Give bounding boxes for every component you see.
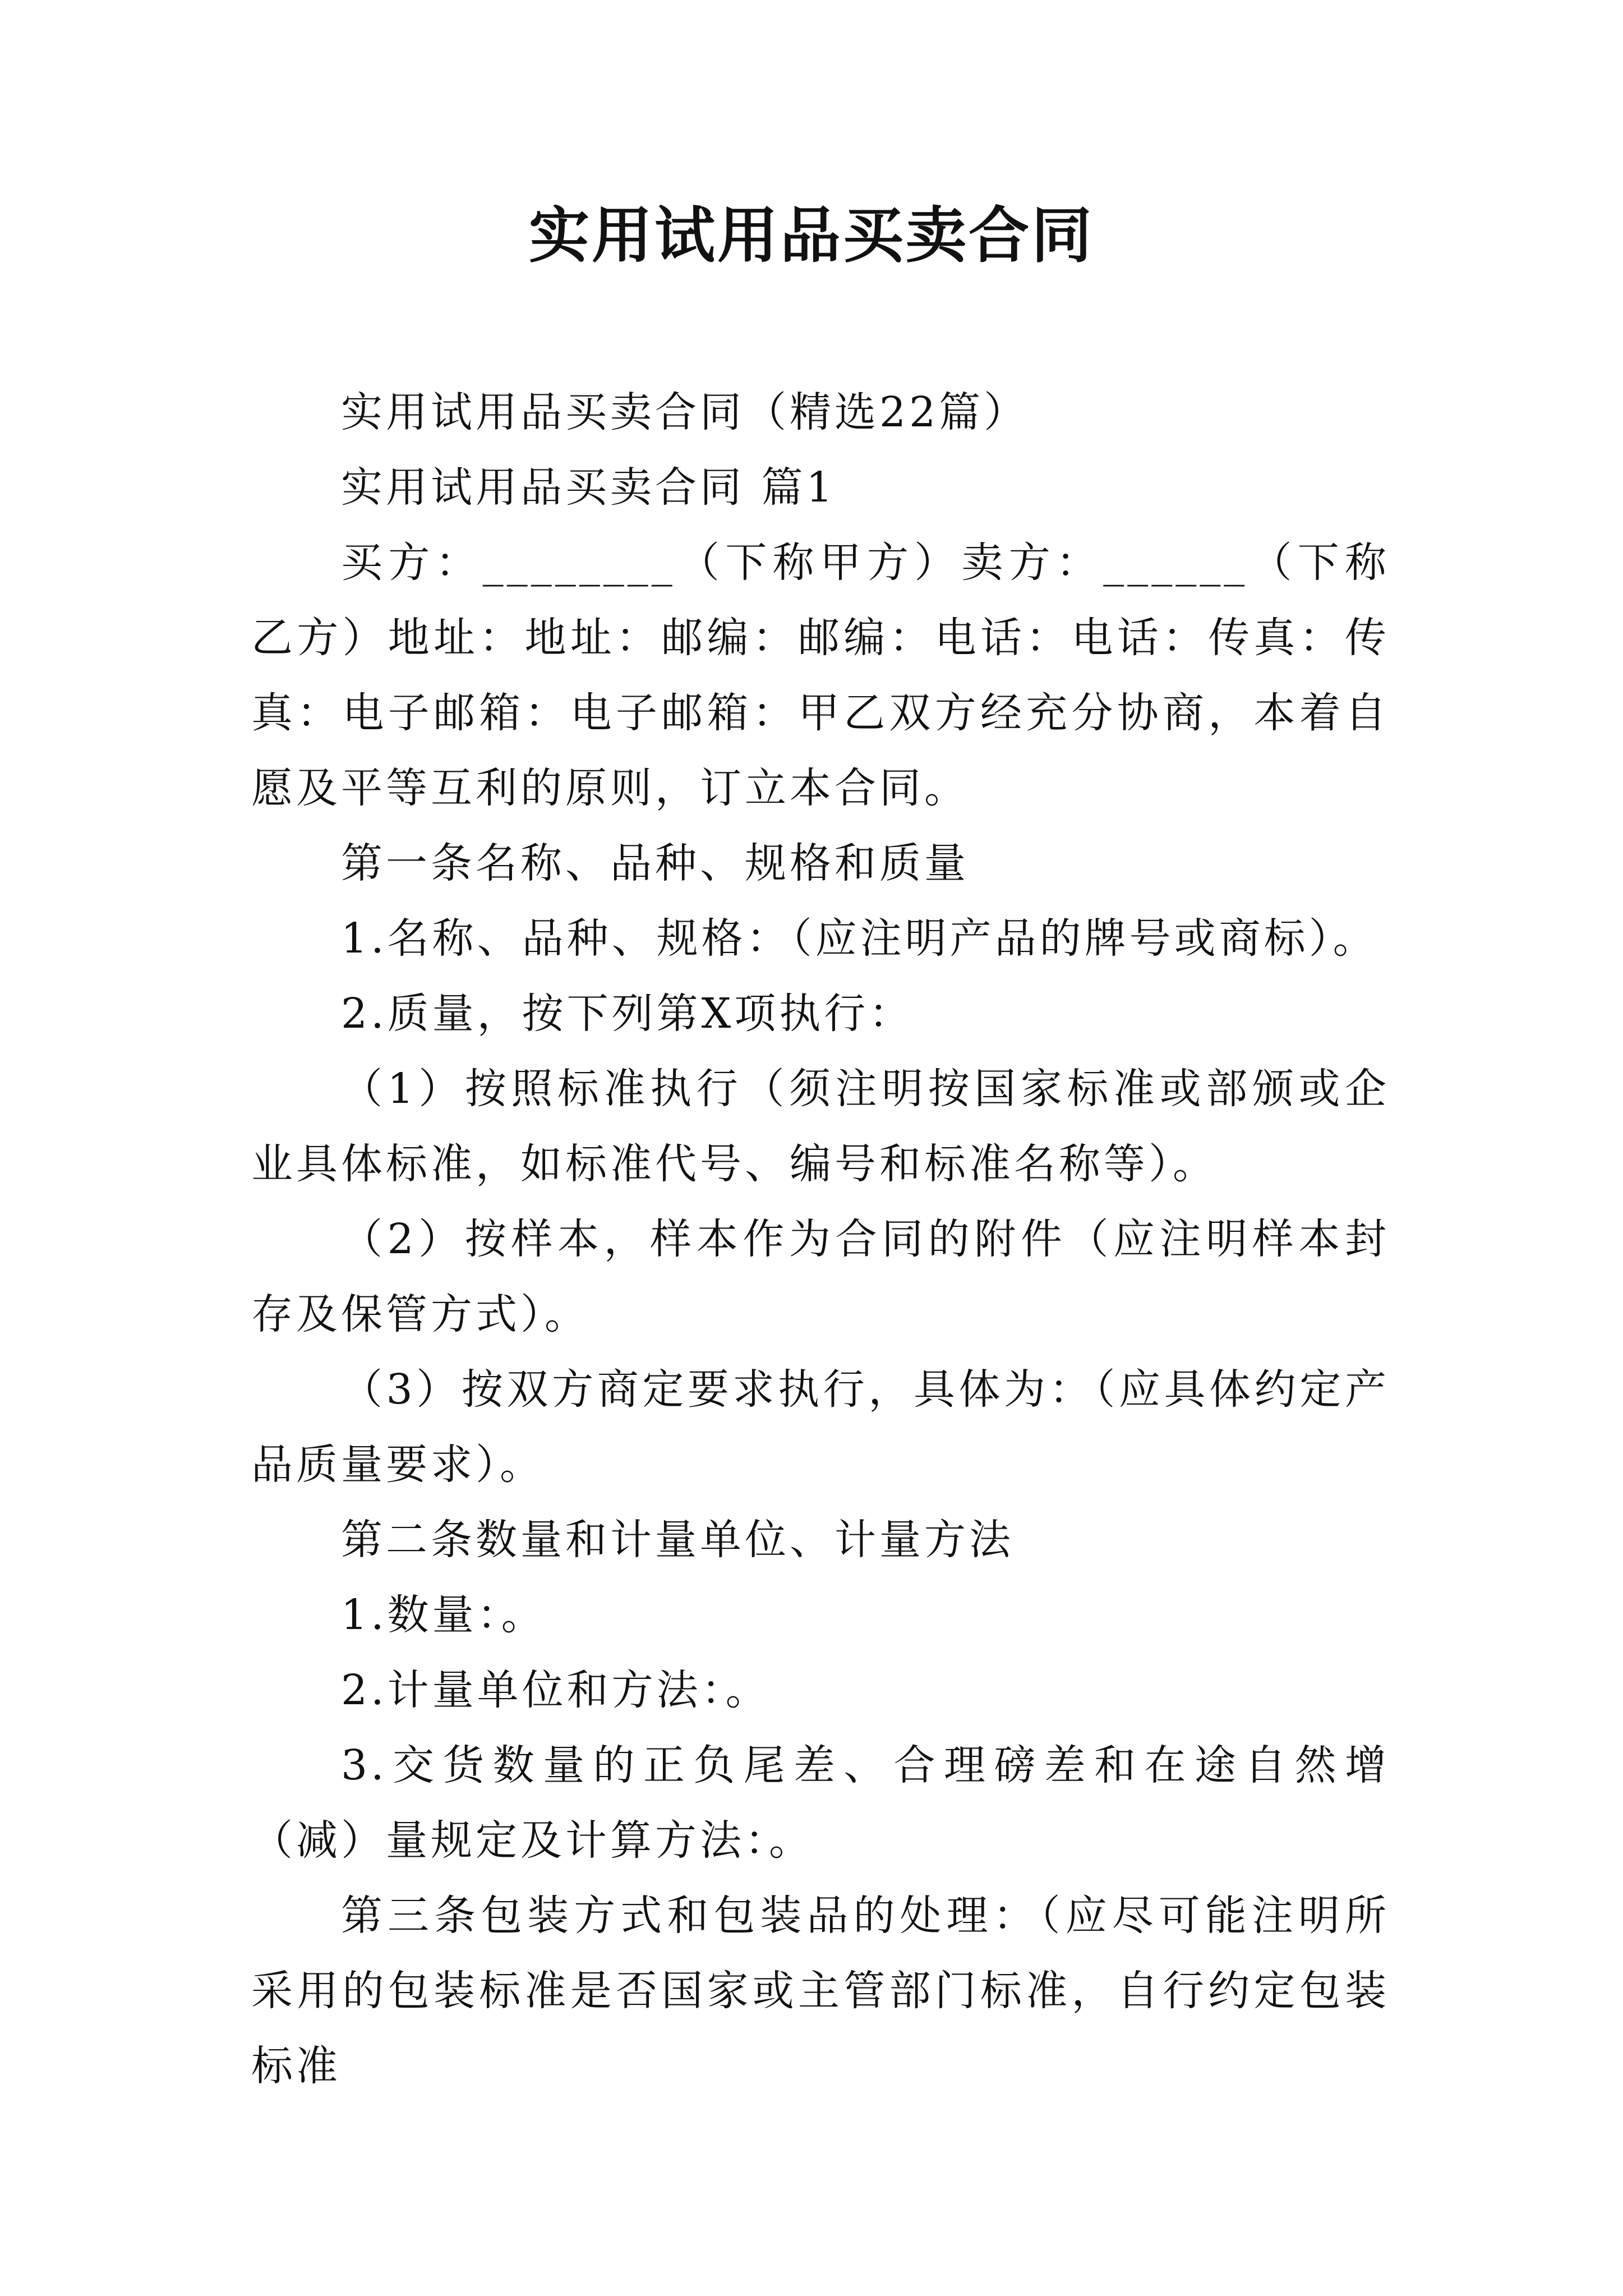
paragraph-article-1-heading: 第一条名称、品种、规格和质量: [341, 839, 969, 887]
paragraph-article-3: 第三条包装方式和包装品的处理：（应尽可能注明所采用的包装标准是否国家或主管部门标准，自行约定包装标准: [251, 1892, 1390, 2090]
paragraph-article-2-item-2: 2.计量单位和方法：。: [341, 1666, 771, 1714]
paragraph-article-2-item-3: 3.交货数量的正负尾差、合理磅差和在途自然增（减）量规定及计算方法：。: [251, 1741, 1390, 1865]
document-body: [251, 375, 1390, 2104]
paragraph-article-2-heading: 第二条数量和计量单位、计量方法: [341, 1516, 1014, 1564]
paragraph-parties: 买方：________（下称甲方）卖方：______（下称乙方）地址：地址：邮编：邮编：电话：电话：传真：传真：电子邮箱：电子邮箱：甲乙双方经充分协商，本着自愿及平等互利的原则，订立本合同。: [251, 539, 1390, 812]
paragraph-article-1-item-2: 2.质量，按下列第X项执行：: [341, 990, 914, 1038]
paragraph-article-2-item-1: 1.数量：。: [341, 1591, 546, 1639]
paragraph-article-1-item-1: 1.名称、品种、规格：（应注明产品的牌号或商标）。: [341, 914, 1378, 963]
paragraph-part-heading: 实用试用品买卖合同 篇1: [341, 463, 836, 512]
paragraph-article-1-option-2: （2）按样本，样本作为合同的附件（应注明样本封存及保管方式）。: [251, 1215, 1390, 1338]
paragraph-article-1-option-3: （3）按双方商定要求执行，具体为：（应具体约定产品质量要求）。: [251, 1365, 1390, 1489]
paragraph-article-1-option-1: （1）按照标准执行（须注明按国家标准或部颁或企业具体标准，如标准代号、编号和标准名称等）。: [251, 1065, 1390, 1188]
document-title: 实用试用品买卖合同: [528, 200, 1094, 271]
paragraph-collection-heading: 实用试用品买卖合同（精选22篇）: [341, 388, 1029, 436]
